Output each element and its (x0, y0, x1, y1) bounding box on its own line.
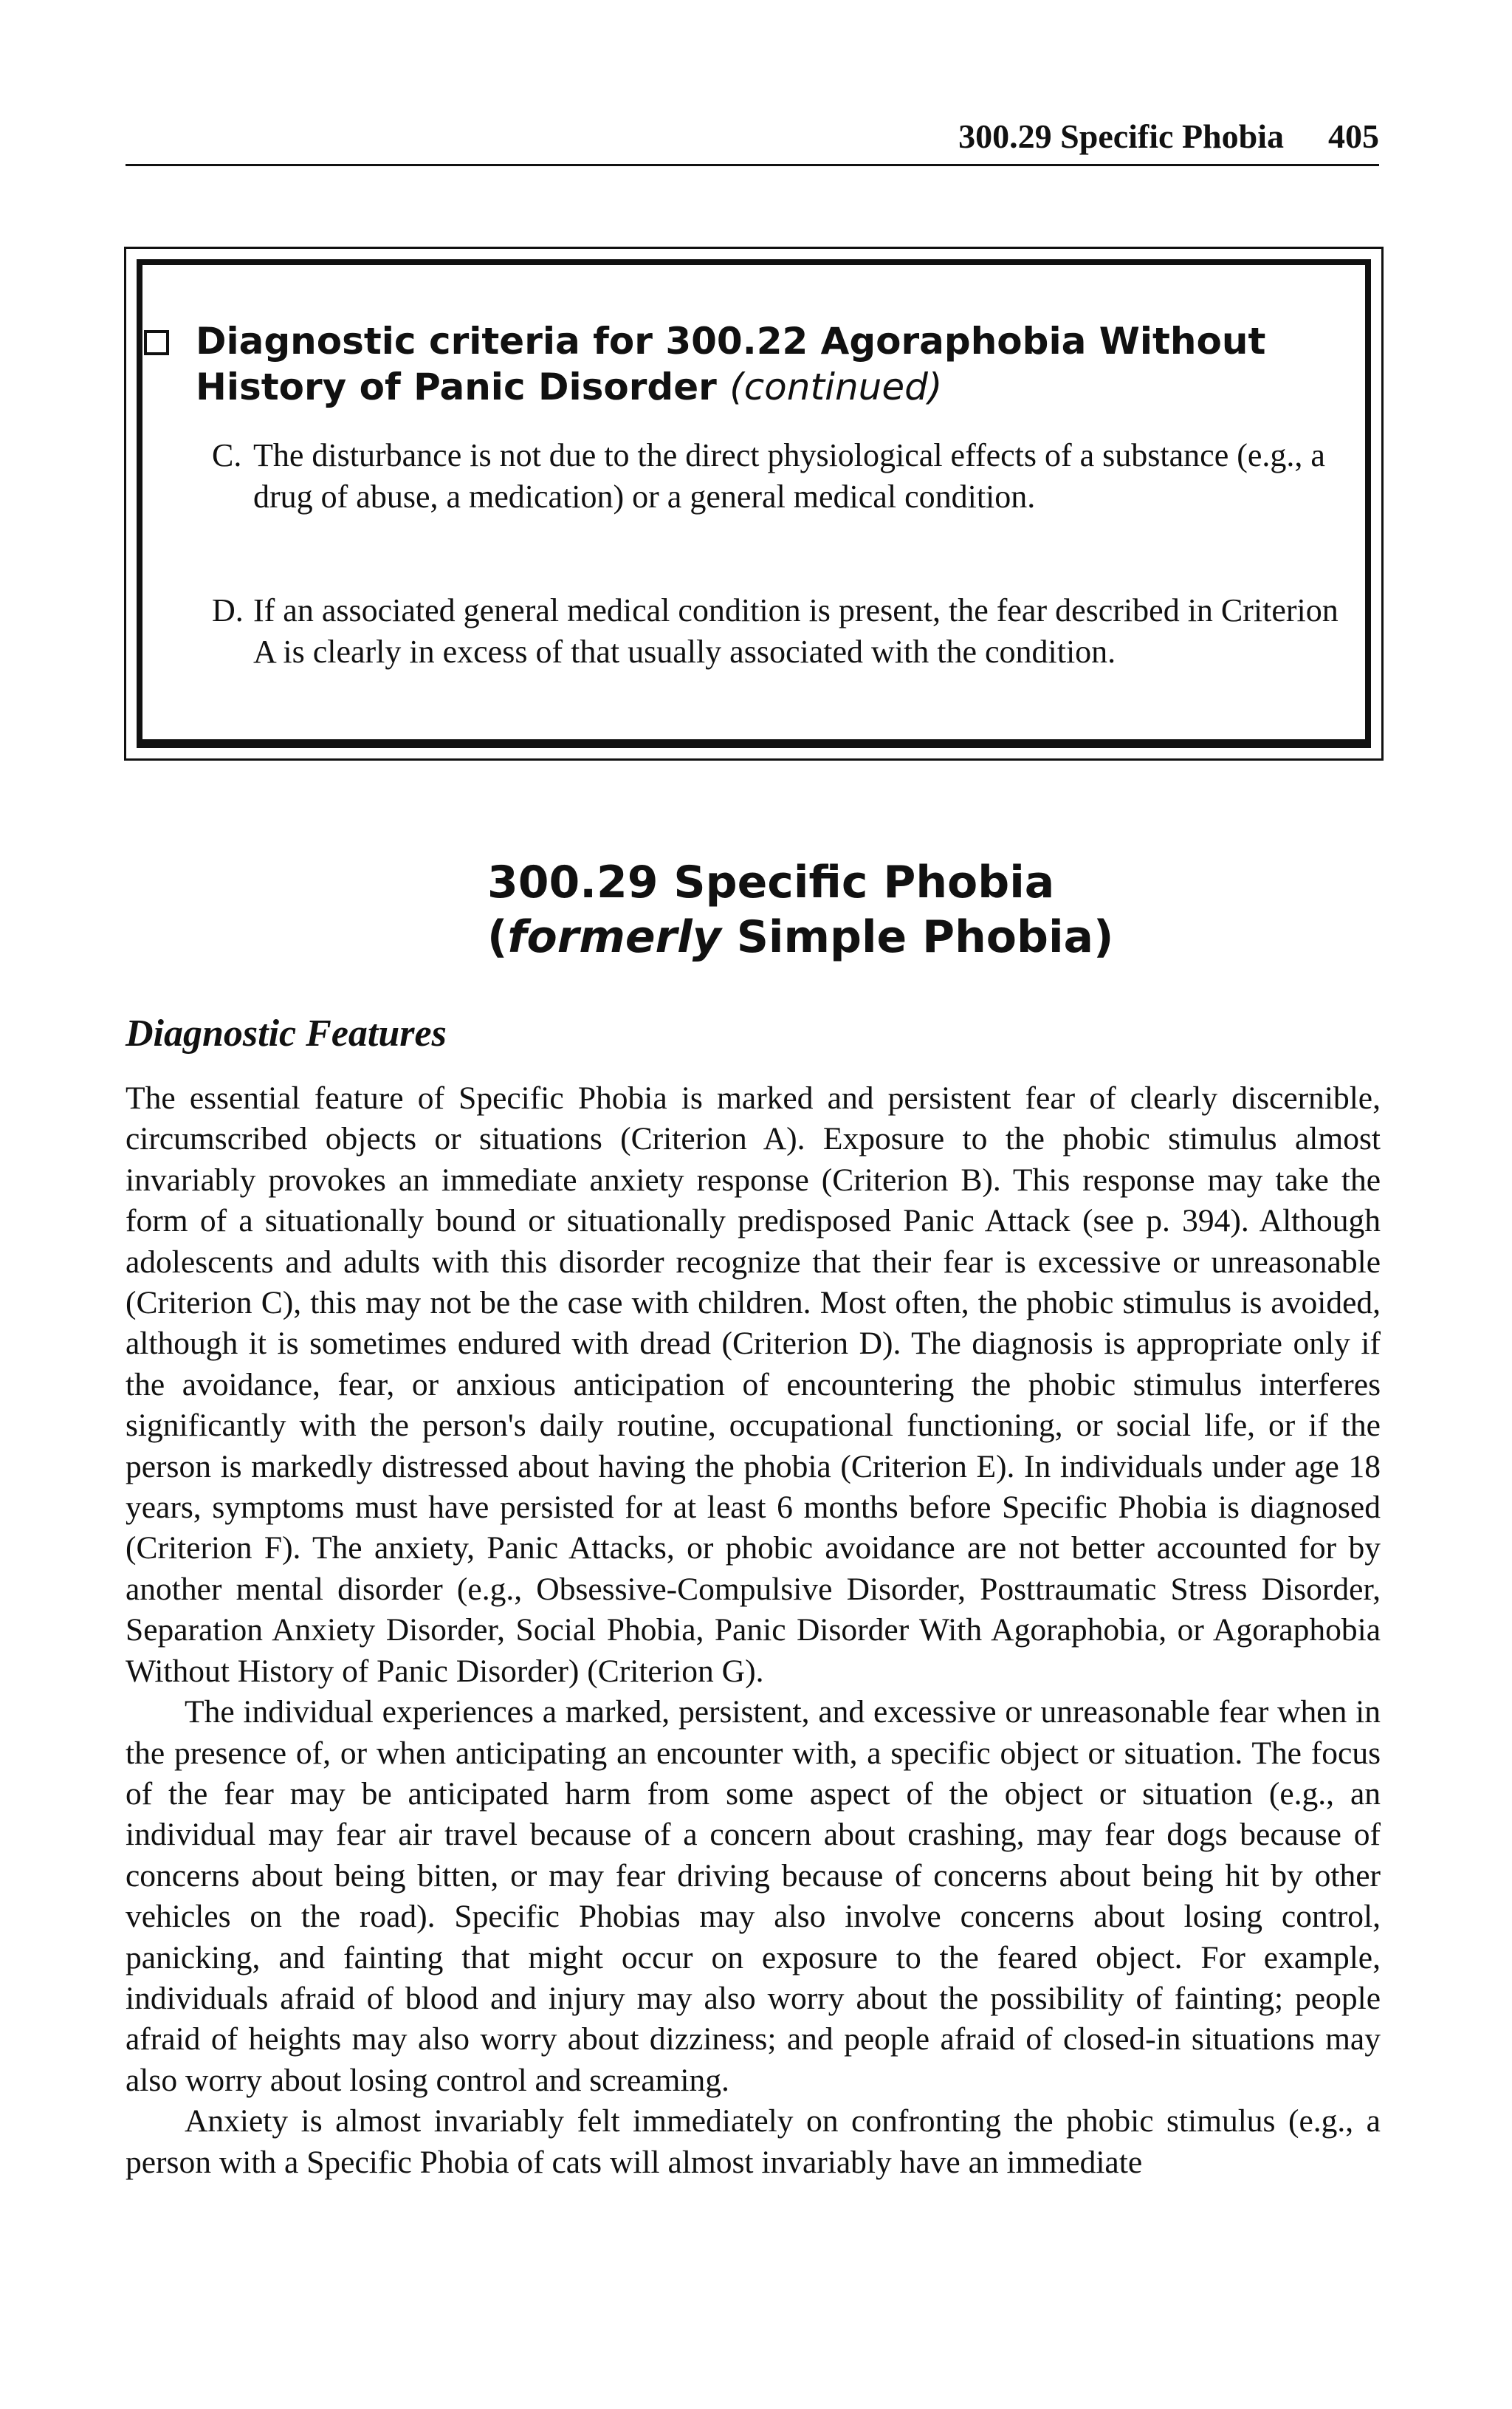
criteria-title-main: Diagnostic criteria for 300.22 Agoraphobia Without History of Panic Disorder (196, 320, 1266, 408)
section-title-line1: 300.29 Specific Phobia (487, 857, 1055, 908)
criterion-c-letter: C. (212, 437, 242, 473)
criteria-box (124, 247, 1384, 761)
section-title-open-paren: ( (487, 911, 508, 963)
paragraph-3: Anxiety is almost invariably felt immediately on confronting the phobic stimulus (e.g., a person with a Specific Phobia of cats will almost invariably have an immediate (126, 2103, 1381, 2180)
criterion-c-text: The disturbance is not due to the direct physiological effects of a substance (e.g., a drug of abuse, a medication) or a general medical condition. (253, 437, 1325, 515)
section-title-formerly: formerly (507, 911, 721, 963)
page-number: 405 (1328, 117, 1379, 155)
running-head (126, 117, 1379, 166)
criterion-d-text: If an associated general medical condition is present, the fear described in Criterion A is clearly in excess of that usually associated with the condition. (253, 592, 1339, 670)
criteria-box-title (196, 318, 1333, 410)
body-text (126, 1078, 1381, 2183)
section-title-line2 (487, 910, 1152, 964)
criteria-box-inner (137, 259, 1371, 748)
criterion-d-letter: D. (212, 592, 244, 628)
running-head-section: 300.29 Specific Phobia (958, 117, 1284, 155)
criterion-d (212, 590, 1346, 673)
criteria-title-continued: (continued) (729, 366, 943, 408)
subheading-diagnostic-features: Diagnostic Features (126, 1012, 447, 1055)
criterion-c (212, 435, 1346, 518)
paragraph-2: The individual experiences a marked, persistent, and excessive or unreasonable fear when in the presence of, or when anticipating an encounter with, a specific object or situation. The focus of the fear may be anticipated harm from some aspect of the object or situation (e.g., an individual may fear air travel because of a concern about crashing, may fear dogs because of concerns about being bitten, or may fear driving because of concerns about being hit by other vehicles on the road). Specific Phobias may also involve concerns about losing control, panicking, and fainting that might occur on exposure to the feared object. For example, individuals afraid of blood and injury may also worry about the possibility of fainting; people afraid of heights may also worry about dizziness; and people afraid of closed-in situations may also worry about losing control and screaming. (126, 1694, 1381, 2098)
section-title (487, 855, 1152, 964)
paragraph-1: The essential feature of Specific Phobia is marked and persistent fear of clearly discernible, circumscribed objects or situations (Criterion A). Exposure to the phobic stimulus almost invariably provokes an immediate anxiety response (Criterion B). This response may take the form of a situationally bound or situationally predisposed Panic Attack (see p. 394). Although adolescents and adults with this disorder recognize that their fear is excessive or unreasonable (Criterion C), this may not be the case with children. Most often, the phobic stimulus is avoided, although it is sometimes endured with dread (Criterion D). The diagnosis is appropriate only if the avoidance, fear, or anxious anticipation of encountering the phobic stimulus interferes significantly with the person's daily routine, occupational functioning, or social life, or if the person is markedly distressed about having the phobia (Criterion E). In individuals under age 18 years, symptoms must have persisted for at least 6 months before Specific Phobia is diagnosed (Criterion F). The anxiety, Panic Attacks, or phobic avoidance are not better accounted for by another mental disorder (e.g., Obsessive-Compulsive Disorder, Posttraumatic Stress Disorder, Separation Anxiety Disorder, Social Phobia, Panic Disorder With Agoraphobia, or Agoraphobia Without History of Panic Disorder) (Criterion G). (126, 1080, 1381, 1689)
checkbox-square-icon (144, 330, 169, 355)
section-title-rest: Simple Phobia) (736, 911, 1114, 963)
